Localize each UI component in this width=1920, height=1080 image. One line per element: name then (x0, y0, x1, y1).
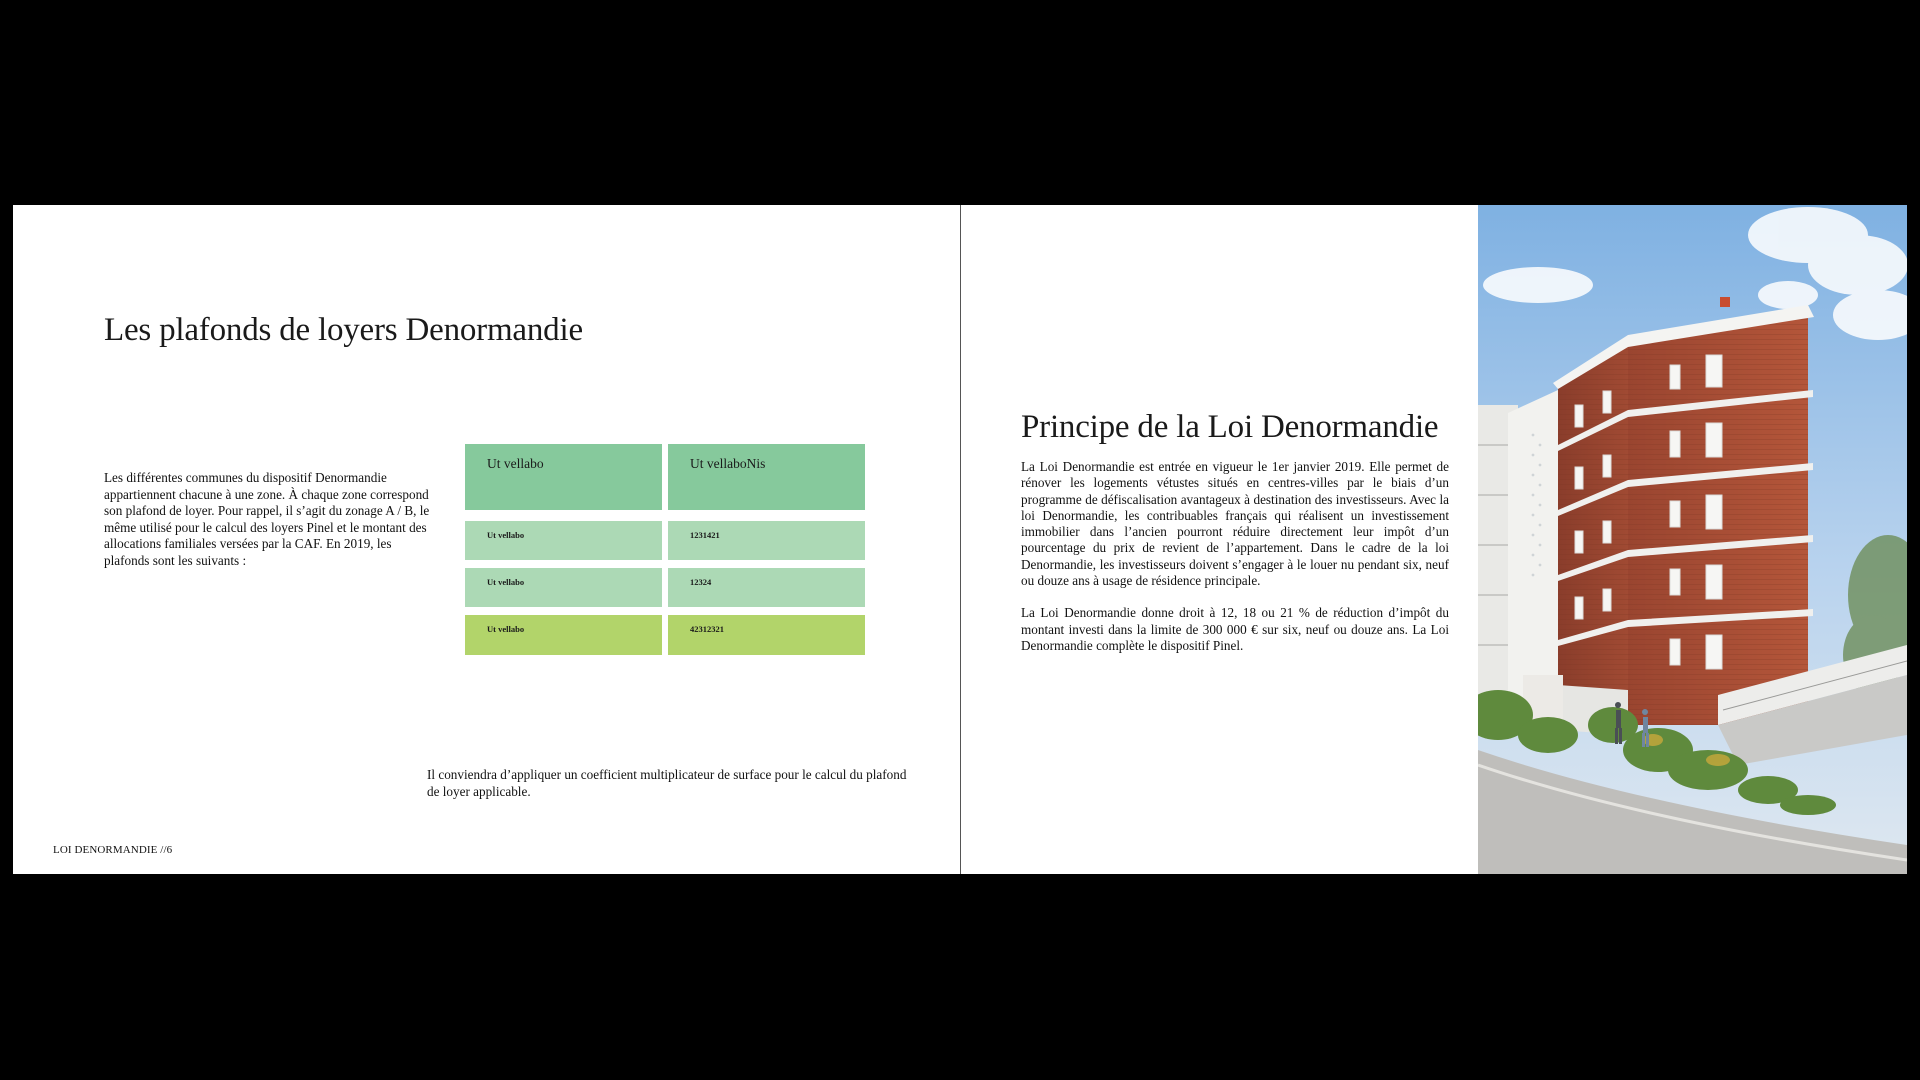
table-cell: Ut vellabo (465, 568, 662, 607)
brochure-spread (13, 205, 1907, 874)
intro-paragraph: Les différentes communes du dispositif Denormandie appartiennent chacune à une zone. À chaque zone correspond son plafond de loyer. Pour rappel, il s’agit du zonage A / B, le même utilisé pour le calcul des loyers Pinel et le montant des allocations familiales versées par la CAF. En 2019, les plafonds sont les suivants : (104, 470, 430, 568)
right-page (961, 205, 1907, 874)
table-cell: 12324 (668, 568, 865, 607)
table-cell: Ut vellabo (465, 521, 662, 560)
table-cell: 42312321 (668, 615, 865, 655)
table-header-cell: Ut vellaboNis (668, 444, 865, 510)
body-text (1021, 459, 1449, 670)
left-page (13, 205, 960, 874)
note-paragraph: Il conviendra d’appliquer un coefficient multiplicateur de surface pour le calcul du plafond de loyer applicable. (427, 767, 907, 799)
paragraph: La Loi Denormandie est entrée en vigueur le 1er janvier 2019. Elle permet de rénover les logements vétustes situés en centres-villes par le biais d’un programme de défiscalisation avantageux à destination des investisseurs. Avec la loi Denormandie, les contribuables français qui réalisent un investissement immobilier dans l’ancien pourront réduire directement leur impôt d’un pourcentage du prix de revient de l’appartement. Dans le cadre de la loi Denormandie, les investisseurs doivent s’engager à le louer nu pendant six, neuf ou douze ans à usage de résidence principale. (1021, 459, 1449, 589)
table-cell: 1231421 (668, 521, 865, 560)
page-title: Les plafonds de loyers Denormandie (104, 312, 583, 348)
paragraph: La Loi Denormandie donne droit à 12, 18 ou 21 % de réduction d’impôt du montant investi dans la limite de 300 000 € sur six, neuf ou douze ans. La Loi Denormandie complète le dispositif Pinel. (1021, 605, 1449, 653)
section-title: Principe de la Loi Denormandie (1021, 409, 1439, 445)
apartment-building-photo (1478, 205, 1907, 874)
page-footer: LOI DENORMANDIE //6 (53, 844, 173, 856)
table-cell: Ut vellabo (465, 615, 662, 655)
table-header-cell: Ut vellabo (465, 444, 662, 510)
